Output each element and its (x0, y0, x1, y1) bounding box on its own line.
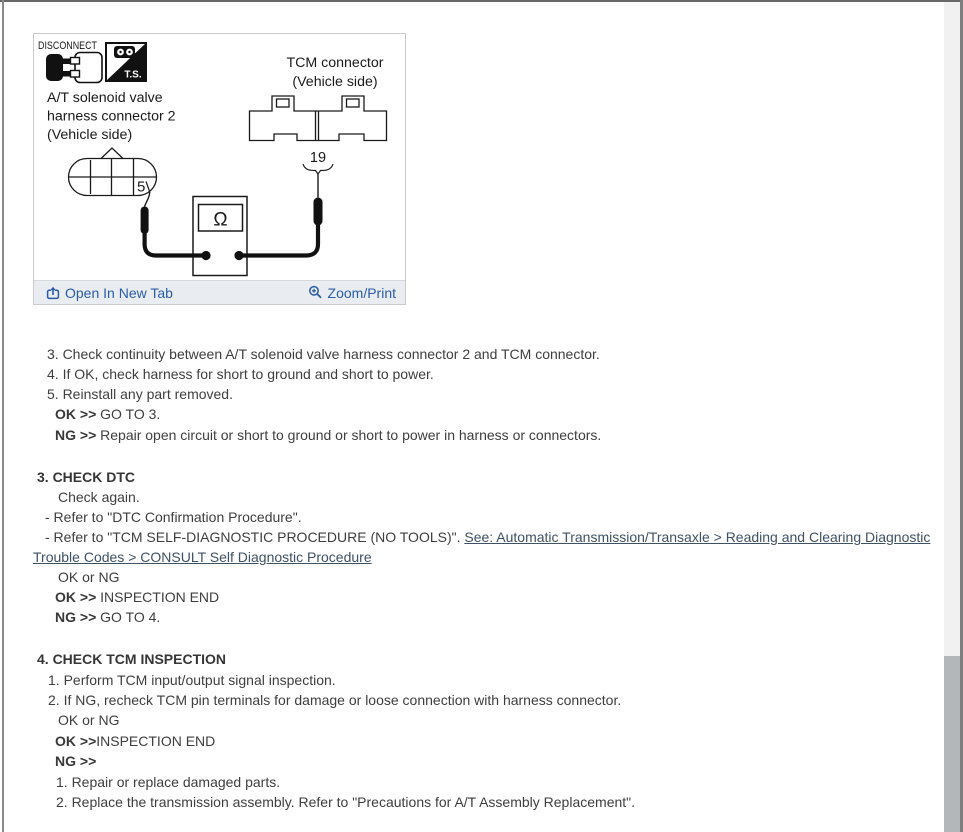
ok-prefix: OK >> (55, 406, 97, 422)
zoom-print-icon (308, 285, 323, 300)
step-line: - Refer to "DTC Confirmation Procedure". (45, 509, 302, 525)
tcm-connector-drawing (250, 96, 387, 141)
zoom-print-label: Zoom/Print (327, 284, 396, 301)
disconnect-label: DISCONNECT (38, 40, 98, 52)
step-line: 1. Repair or replace damaged parts. (56, 774, 281, 790)
ts-tester-icon (106, 43, 146, 81)
step-line: 4. If OK, check harness for short to ground and short to power. (47, 366, 434, 382)
okng-line: OK or NG (58, 712, 120, 728)
step-line: 1. Perform TCM input/output signal inspection. (48, 672, 336, 688)
ng-prefix: NG >> (55, 753, 97, 769)
ok-result-line: OK >> INSPECTION END (55, 589, 220, 605)
step-line: Check again. (58, 489, 140, 505)
svg-text:harness connector 2: harness connector 2 (47, 108, 176, 125)
ok-prefix: OK >> (55, 733, 97, 749)
ohm-symbol: Ω (213, 209, 228, 231)
disconnect-connector-icon (46, 53, 102, 83)
window-border-left (2, 0, 4, 832)
step-line-with-link (33, 549, 372, 565)
step-line: 5. Reinstall any part removed. (47, 386, 233, 402)
tcm-connector-caption (287, 55, 384, 90)
see-reference-link-line2[interactable]: Trouble Codes > CONSULT Self Diagnostic Procedure (33, 549, 372, 565)
ohmmeter-display (199, 205, 243, 232)
ok-prefix: OK >> (55, 589, 97, 605)
svg-text:A/T solenoid valve: A/T solenoid valve (47, 90, 163, 106)
ng-prefix: NG >> (55, 427, 97, 443)
section-heading: 4. CHECK TCM INSPECTION (37, 651, 227, 667)
vertical-scrollbar-thumb[interactable] (944, 656, 960, 832)
ok-result-line: OK >> GO TO 3. (55, 406, 161, 422)
diagram-thumbnail (33, 33, 406, 305)
pin-5-label: 5 (137, 178, 146, 196)
step-line: 3. Check continuity between A/T solenoid valve harness connector 2 and TCM connector. (47, 346, 600, 362)
see-reference-link-line1[interactable]: See: Automatic Transmission/Transaxle > Reading and Clearing Diagnostic (464, 529, 931, 545)
left-connector-caption (47, 90, 176, 143)
ok-result-line: OK >>INSPECTION END (55, 733, 216, 749)
open-in-new-tab-label: Open In New Tab (65, 284, 173, 301)
section-heading: 3. CHECK DTC (37, 469, 136, 485)
ts-label: T.S. (124, 69, 142, 81)
pin-19-brace (303, 164, 333, 198)
svg-text:TCM connector: TCM connector (286, 55, 384, 71)
svg-text:(Vehicle side): (Vehicle side) (292, 74, 378, 90)
step-line: 2. If NG, recheck TCM pin terminals for damage or loose connection with harness connector. (48, 692, 622, 708)
thumbnail-toolbar (34, 280, 405, 304)
open-in-new-tab-icon (46, 286, 60, 300)
ng-result-line (55, 753, 96, 769)
step-line: 2. Replace the transmission assembly. Refer to "Precautions for A/T Assembly Replacement". (56, 794, 636, 810)
pin-19-label: 19 (309, 150, 327, 166)
step-line-with-link: - Refer to "TCM SELF-DIAGNOSTIC PROCEDURE (NO TOOLS)". See: Automatic Transmission/Transaxle > Reading and Clearing Diagnostic (45, 529, 931, 545)
continuity-test-diagram[interactable] (34, 34, 405, 280)
ng-prefix: NG >> (55, 609, 97, 625)
svg-text:(Vehicle side): (Vehicle side) (47, 127, 133, 143)
okng-line: OK or NG (58, 569, 120, 585)
ng-result-line: NG >> GO TO 4. (55, 609, 161, 625)
zoom-print-link[interactable] (308, 285, 396, 301)
ng-result-line: NG >> Repair open circuit or short to ground or short to power in harness or connectors. (55, 427, 602, 443)
window-border-top (0, 0, 963, 2)
open-in-new-tab-link[interactable] (46, 285, 173, 301)
